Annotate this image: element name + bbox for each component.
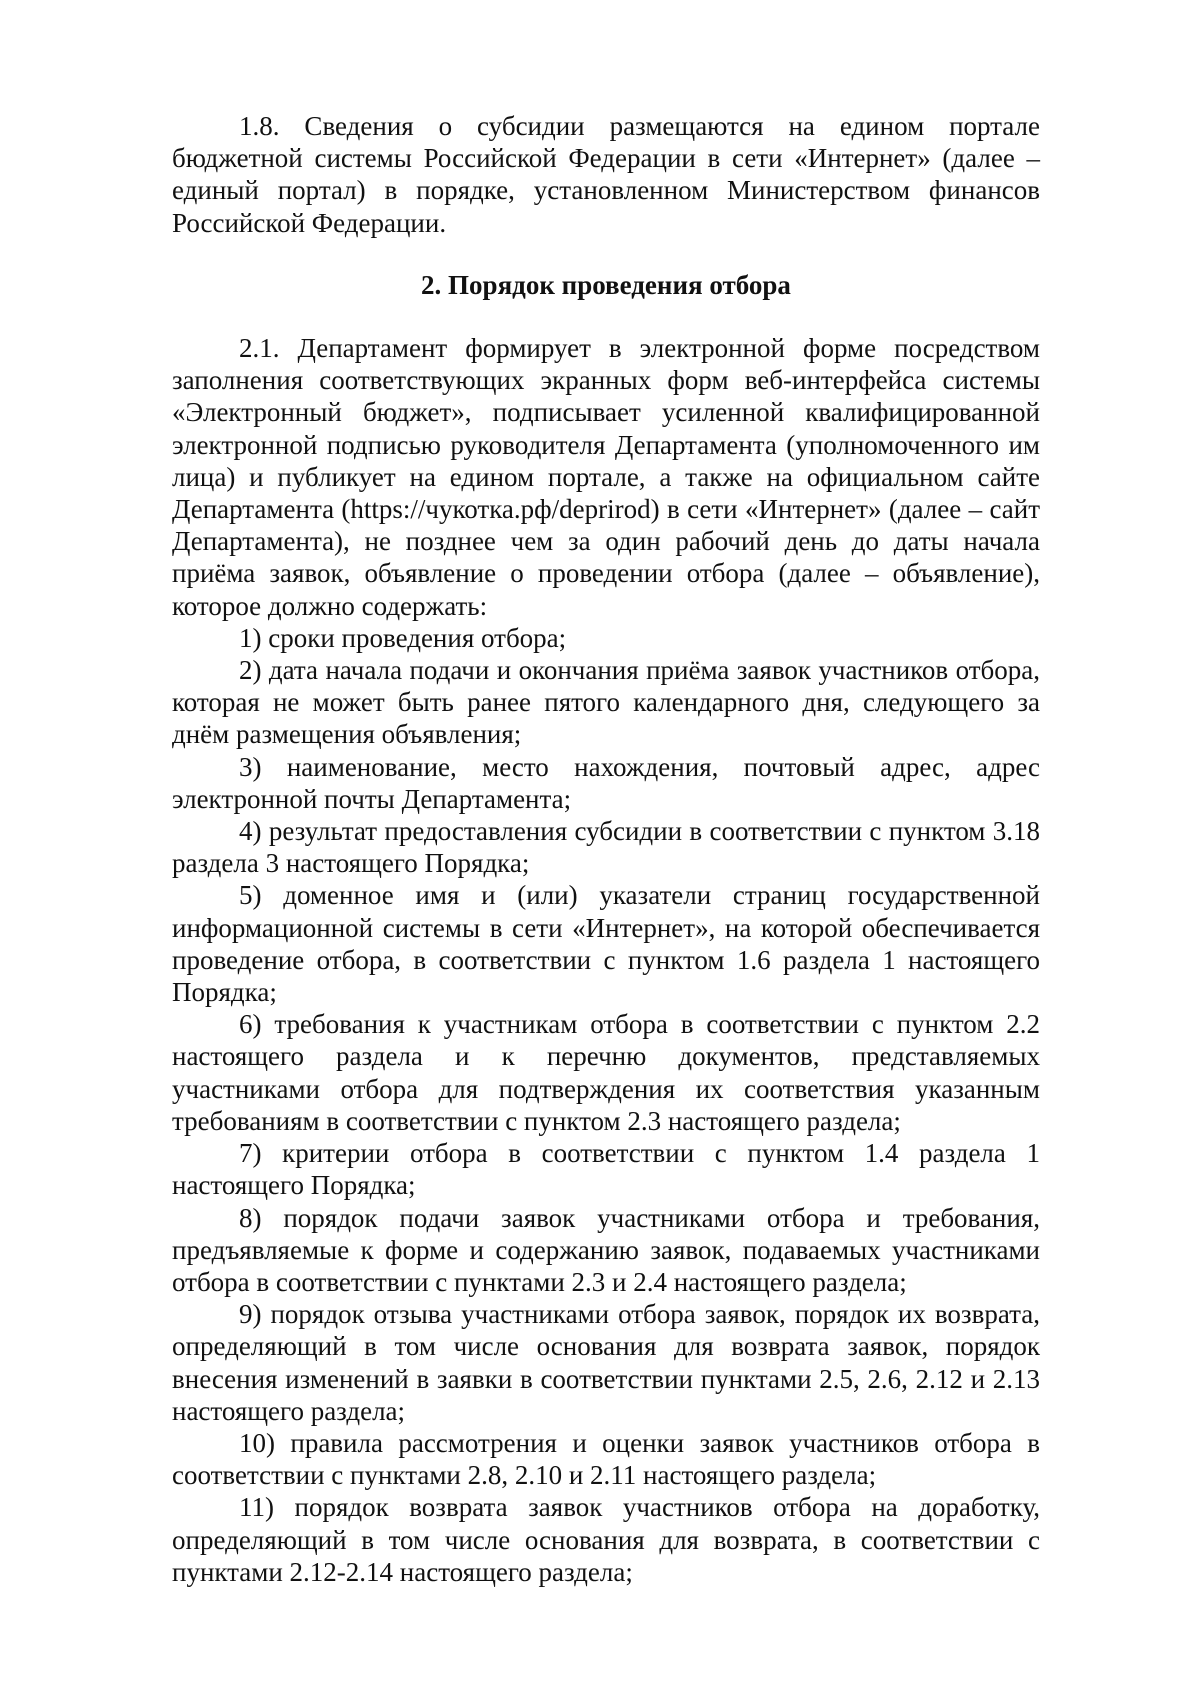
paragraph-2-1: 2.1. Департамент формирует в электронной форме посредством заполнения соответствующих экранных форм веб-интерфейса системы «Электронный бюджет», подписывает усиленной квалифицированной электронной подписью руководителя Департамента (уполномоченного им лица) и публикует на едином портале, а также на официальном сайте Департамента (https://чукотка.рф/deprirod) в сети «Интернет» (далее – сайт Департамента), не позднее чем за один рабочий день до даты начала приёма заявок, объявление о проведении отбора (далее – объявление), которое должно содержать: xyxy=(172,333,1040,621)
list-item-6: 6) требования к участникам отбора в соответствии с пунктом 2.2 настоящего раздела и к перечню документов, представляемых участниками отбора для подтверждения их соответствия указанным требованиям в соответствии с пунктом 2.3 настоящего раздела; xyxy=(172,1009,1040,1136)
list-item-9: 9) порядок отзыва участниками отбора заявок, порядок их возврата, определяющий в том числе основания для возврата заявок, порядок внесения изменений в заявки в соответствии пунктами 2.5, 2.6, 2.12 и 2.13 настоящего раздела; xyxy=(172,1299,1040,1426)
list-item-11: 11) порядок возврата заявок участников отбора на доработку, определяющий в том числе основания для возврата, в соответствии с пунктами 2.12-2.14 настоящего раздела; xyxy=(172,1492,1040,1587)
paragraph-1-8: 1.8. Сведения о субсидии размещаются на едином портале бюджетной системы Российской Федерации в сети «Интернет» (далее – единый портал) в порядке, установленном Министерством финансов Российской Федерации. xyxy=(172,111,1040,238)
list-item-1: 1) сроки проведения отбора; xyxy=(239,622,567,653)
list-item-10: 10) правила рассмотрения и оценки заявок участников отбора в соответствии с пунктами 2.8, 2.10 и 2.11 настоящего раздела; xyxy=(172,1427,1040,1491)
section-2-heading: 2. Порядок проведения отбора xyxy=(421,269,791,300)
list-item-4: 4) результат предоставления субсидии в соответствии с пунктом 3.18 раздела 3 настоящего Порядка; xyxy=(172,816,1040,879)
list-item-2: 2) дата начала подачи и окончания приёма заявок участников отбора, которая не может быть ранее пятого календарного дня, следующего за днём размещения объявления; xyxy=(172,655,1040,750)
list-item-3: 3) наименование, место нахождения, почтовый адрес, адрес электронной почты Департамента; xyxy=(172,751,1040,814)
document-page xyxy=(172,110,1040,1588)
list-item-5: 5) доменное имя и (или) указатели страниц государственной информационной системы в сети «Интернет», на которой обеспечивается проведение отбора, в соответствии с пунктом 1.6 раздела 1 настоящего Порядка; xyxy=(172,880,1040,1008)
list-item-7: 7) критерии отбора в соответствии с пунктом 1.4 раздела 1 настоящего Порядка; xyxy=(172,1138,1040,1201)
list-item-8: 8) порядок подачи заявок участниками отбора и требования, предъявляемые к форме и содержанию заявок, подаваемых участниками отбора в соответствии с пунктами 2.3 и 2.4 настоящего раздела; xyxy=(172,1202,1040,1297)
